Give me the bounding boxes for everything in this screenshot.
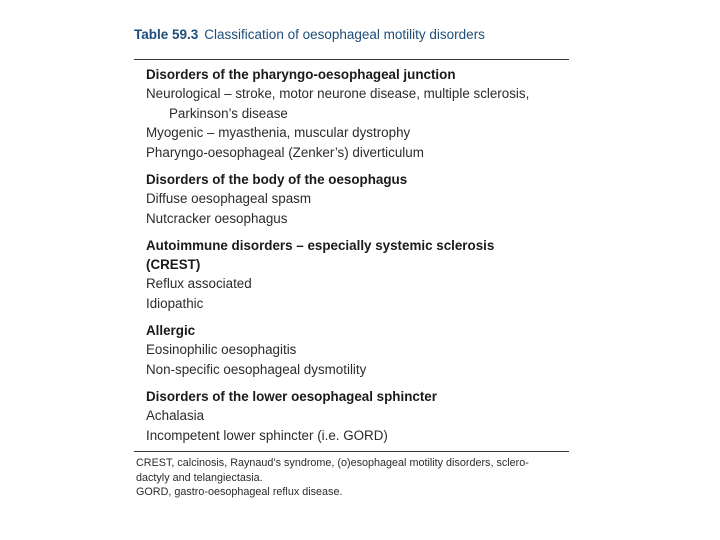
list-item: Myogenic – myasthenia, muscular dystrophy — [146, 125, 411, 140]
section-body-of-oesophagus — [146, 170, 569, 228]
section-lower-oesophageal-sphincter — [146, 387, 569, 445]
table-number: Table 59.3 — [134, 27, 199, 42]
footnote-line: dactyly and telangiectasia. — [136, 471, 263, 484]
list-item: Pharyngo-oesophageal (Zenker’s) diverticulum — [146, 144, 424, 160]
list-item: Nutcracker oesophagus — [146, 210, 288, 226]
section-allergic — [146, 321, 569, 379]
list-item: Non-specific oesophageal dysmotility — [146, 361, 367, 377]
section-heading: Allergic — [146, 323, 196, 338]
footnote-line: GORD, gastro-oesophageal reflux disease. — [136, 486, 343, 498]
section-heading-continuation: (CREST) — [146, 257, 201, 272]
section-autoimmune-disorders — [146, 236, 569, 313]
section-heading: Autoimmune disorders – especially systemic sclerosis — [146, 238, 495, 253]
table-body — [134, 60, 569, 451]
footnote-line: CREST, calcinosis, Raynaud’s syndrome, (o)esophageal motility disorders, sclero- — [136, 457, 529, 469]
section-pharyngo-oesophageal-junction — [146, 65, 569, 162]
table-caption — [134, 26, 569, 48]
list-item: Achalasia — [146, 408, 205, 423]
section-heading: Disorders of the lower oesophageal sphincter — [146, 389, 437, 404]
table-title: Classification of oesophageal motility disorders — [204, 27, 485, 42]
list-item: Reflux associated — [146, 276, 252, 291]
table-footnotes — [134, 452, 569, 500]
list-item: Neurological – stroke, motor neurone disease, multiple sclerosis, — [146, 86, 530, 101]
classification-table — [134, 26, 569, 500]
list-item: Parkinson’s disease — [169, 105, 288, 121]
list-item: Idiopathic — [146, 295, 204, 311]
section-heading: Disorders of the pharyngo-oesophageal junction — [146, 67, 456, 82]
list-item: Eosinophilic oesophagitis — [146, 342, 297, 357]
list-item: Diffuse oesophageal spasm — [146, 191, 312, 206]
section-heading: Disorders of the body of the oesophagus — [146, 172, 408, 187]
list-item: Incompetent lower sphincter (i.e. GORD) — [146, 427, 388, 443]
